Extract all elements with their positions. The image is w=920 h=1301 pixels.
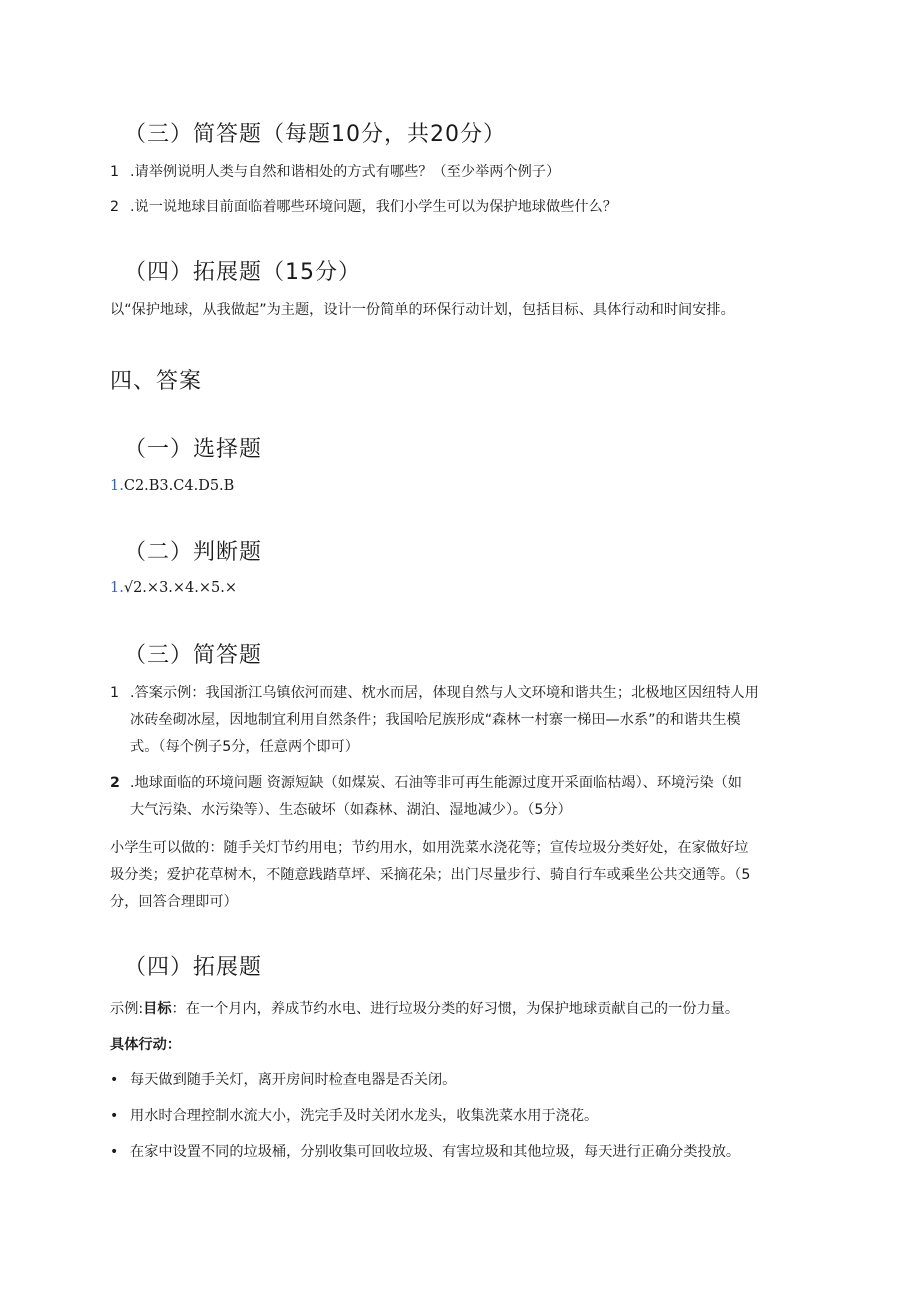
answer-1-title: （一）选择题 (124, 437, 263, 462)
choice-answers-rest: C2.B3.C4.D5.B (123, 478, 235, 494)
extension-prompt: 以“保护地球，从我做起”为主题，设计一份简单的环保行动计划，包括目标、具体行动和时间安排。 (110, 302, 735, 318)
section-4-title: （四）拓展题（15分） (124, 260, 361, 285)
short-answer-3-line-3: 分，回答合理即可） (110, 894, 238, 910)
question-2-number: 2 (110, 199, 120, 215)
bullet-icon: • (110, 1072, 119, 1088)
short-answer-3-line-2: 圾分类；爱护花草树木，不随意践踏草坪、采摘花朵；出门尽量步行、骑自行车或乘坐公共交通等。（5 (110, 867, 751, 883)
question-1-number: 1 (110, 164, 120, 180)
bullet-icon: • (110, 1108, 119, 1124)
section-3-title: （三）简答题（每题10分，共20分） (124, 122, 506, 147)
short-answer-1-line-1: .答案示例：我国浙江乌镇依河而建、枕水而居，体现自然与人文环境和谐共生；北极地区因纽特人用 (130, 685, 759, 701)
judge-answers-rest: √2.×3.×4.×5.× (123, 580, 238, 596)
short-answer-2 (110, 773, 742, 793)
plan-goal-text: ：在一个月内，养成节约水电、进行垃圾分类的好习惯，为保护地球贡献自己的一份力量。 (171, 1001, 740, 1017)
answers-title: 四、答案 (110, 369, 203, 394)
plan-example-prefix: 示例: (110, 1001, 144, 1017)
list-item (110, 1106, 598, 1126)
short-answer-2-line-2: 大气污染、水污染等）、生态破坏（如森林、湖泊、湿地减少）。（5分） (130, 802, 572, 818)
answer-2-title: （二）判断题 (124, 540, 263, 565)
answer-4-title: （四）拓展题 (124, 955, 263, 980)
question-1 (110, 162, 560, 182)
plan-goal (110, 999, 739, 1019)
short-answer-3-line-1: 小学生可以做的：随手关灯节约用电；节约用水，如用洗菜水浇花等；宣传垃圾分类好处，在家做好垃 (110, 840, 749, 856)
short-answer-1-number: 1 (110, 685, 120, 701)
plan-goal-label: 目标 (143, 1001, 172, 1017)
plan-actions-label: 具体行动： (110, 1037, 181, 1053)
short-answer-2-number: 2 (110, 775, 120, 791)
list-item-text: 每天做到随手关灯，离开房间时检查电器是否关闭。 (130, 1072, 457, 1088)
list-item (110, 1070, 456, 1090)
list-item-text: 用水时合理控制水流大小，洗完手及时关闭水龙头，收集洗菜水用于浇花。 (130, 1108, 599, 1124)
choice-answers (110, 478, 234, 494)
judge-answers (110, 580, 237, 596)
short-answer-2-line-1: .地球面临的环境问题 资源短缺（如煤炭、石油等非可再生能源过度开采面临枯竭）、环境污染（如 (130, 775, 742, 791)
question-2 (110, 197, 617, 217)
short-answer-1-line-2: 冰砖垒砌冰屋，因地制宜利用自然条件；我国哈尼族形成“森林一村寨一梯田—水系”的和谐共生模 (130, 712, 741, 728)
answer-3-title: （三）简答题 (124, 643, 263, 668)
choice-answers-first: 1. (110, 478, 124, 494)
short-answer-1 (110, 683, 759, 703)
judge-answers-first: 1. (110, 580, 124, 596)
list-item (110, 1142, 740, 1162)
question-2-text: .说一说地球目前面临着哪些环境问题，我们小学生可以为保护地球做些什么？ (130, 199, 617, 215)
short-answer-1-line-3: 式。（每个例子5分，任意两个即可） (130, 739, 359, 755)
question-1-text: .请举例说明人类与自然和谐相处的方式有哪些？（至少举两个例子） (130, 164, 561, 180)
list-item-text: 在家中设置不同的垃圾桶，分别收集可回收垃圾、有害垃圾和其他垃圾，每天进行正确分类投放。 (130, 1144, 741, 1160)
bullet-icon: • (110, 1144, 119, 1160)
